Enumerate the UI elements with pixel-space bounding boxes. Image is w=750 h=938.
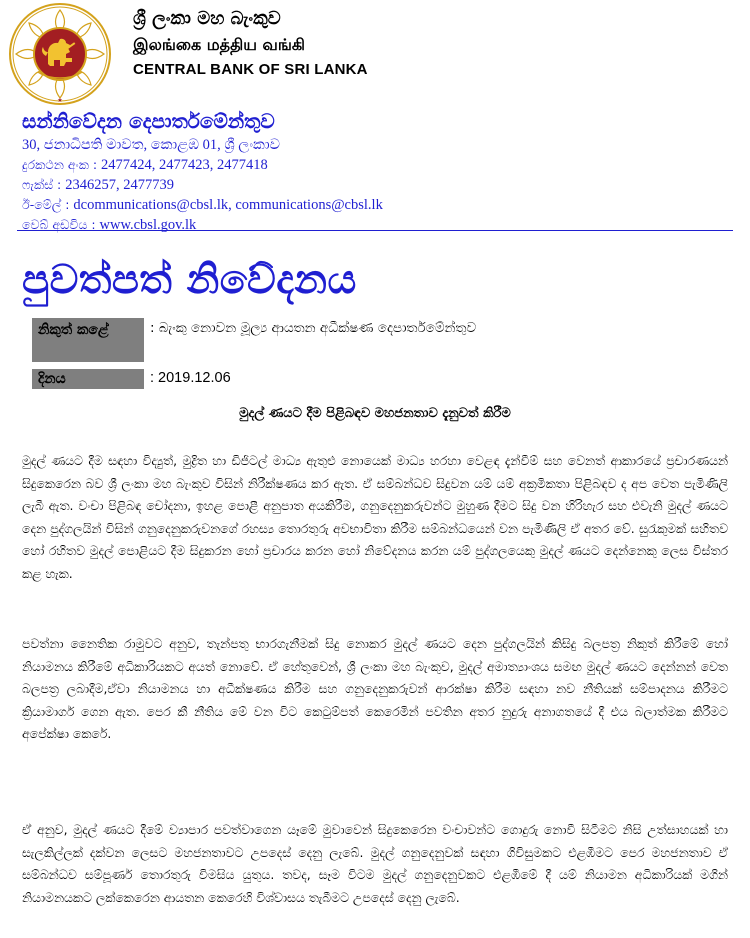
fax-numbers: 2346257, 2477739 xyxy=(65,177,174,193)
body-paragraph: මුදල් ණයට දීම සඳහා විද්‍යුත්, මුද්‍රිත හා ඩිජිටල් මාධ්‍ය ඇතුළු නොයෙක් මාධ්‍ය හරහා වෙළඳ දැන්වීම් සහ වෙනත් ආකාරයේ ප්‍රචාරණයන් සිදුකෙරෙන බව ශ්‍රී ලංකා මහ බැංකුව විසින් නිරීක්ෂණය කර ඇත. ඒ සම්බන්ධව සිදුවන යම් යම් අක්‍රමිකතා පිළිබඳව ද අප වෙත පැමිණිලි ලැබී ඇත. වංචා පිළිබඳ චෝදනා, ඉහළ පොළී අනුපාත අයකිරීම, ගනුදෙනුකරුවන්ට මුහුණ දීමට සිදු වන හිරිහැර සහ එවැනි මුදල් ණයට දෙන පුද්ගලයින් විසින් ගනුදෙනුකරුවනගේ රහස්‍ය තොරතුරු අවභාවිතා කිරීම සම්බන්ධයෙන් වන පැමිණිලි ඒ අතර වේ. සුරැකුමක් සහිතව හෝ රහිතව මුදල් පොළියට දීම සිදුකරන හෝ ප්‍රචාරය කරන හෝ නිවේදනය කරන යම් පුද්ගලයෙකු මුදල් ණයට දෙන්නෙකු ලෙස විස්තර කළ හැක. xyxy=(22,453,728,581)
release-headline: මුදල් ණයට දීම පිළිබඳව මහජනතාව දැනුවත් කිරීම xyxy=(239,406,511,421)
press-release-title: පුවත්පත් නිවේදනය xyxy=(22,257,357,303)
website-link[interactable]: www.cbsl.gov.lk xyxy=(99,217,197,233)
fax-line xyxy=(22,175,383,195)
fax-label: ෆැක්ස් : xyxy=(22,177,66,192)
email-line xyxy=(22,195,383,215)
bank-name-block xyxy=(133,6,368,82)
department-block xyxy=(22,106,383,235)
department-title: සන්නිවේදන දෙපාර්තමේන්තුව xyxy=(22,109,275,133)
bank-name-sinhala: ශ්‍රී ලංකා මහ බැංකුව xyxy=(133,8,281,29)
svg-text:★: ★ xyxy=(57,97,63,104)
bank-name-tamil: இலங்கை மத்திய வங்கி xyxy=(133,35,305,54)
issued-by-value: : බැංකු නොවන මූල්‍ය ආයතන අධීක්ෂණ දෙපාර්තමේන්තුව xyxy=(150,320,477,336)
email-addresses[interactable]: dcommunications@cbsl.lk, communications@cbsl.lk xyxy=(73,197,383,213)
header-divider xyxy=(17,230,733,231)
central-bank-emblem-lion-icon xyxy=(8,2,112,106)
date-label: දිනය xyxy=(32,369,144,389)
email-label: ඊ-මේල් : xyxy=(22,197,74,212)
department-address: 30, ජනාධිපති මාවත, කොළඹ 01, ශ්‍රී ලංකාව xyxy=(22,137,281,153)
website-line xyxy=(22,215,383,235)
date-value: : 2019.12.06 xyxy=(150,370,231,386)
issued-by-label: නිකුත් කළේ xyxy=(32,318,144,362)
website-label: වෙබ් අඩවිය : xyxy=(22,217,100,232)
phone-label: දුරකථන අංක : xyxy=(22,157,102,172)
body-paragraph: ඒ අනුව, මුදල් ණයට දීමේ ව්‍යාපාර පවත්වාගෙන යෑමේ මුවාවෙන් සිදුකෙරෙන වංචාවන්ට ගොදුරු නොවී සිටීමට නිසි උත්සාහයක් හා සැලකිල්ලක් දක්වන ලෙසට මහජනතාවට උපදෙස් දෙනු ලැබේ. මුදල් ගනුදෙනුවක් සඳහා ගිවිසුමකට එළඹීමට පෙර මහජනතාව ඒ සම්බන්ධව සම්පූර්ණ තොරතුරු විමසිය යුතුය. තවද, සෑම විටම මුදල් ගනුදෙනුවකට එළඹීමේ දී යම් නියාමන අධිකාරියක් මගින් නියාමනයකට ලක්කෙරෙන ආයතන කෙරෙහි විශ්වාසය තැබීමට උපදෙස් දෙනු ලැබේ. xyxy=(22,822,728,905)
phone-line xyxy=(22,155,383,175)
bank-name-english: CENTRAL BANK OF SRI LANKA xyxy=(133,61,368,78)
phone-numbers: 2477424, 2477423, 2477418 xyxy=(101,157,268,173)
body-paragraph: පවත්නා නෛතික රාමුවට අනුව, තැන්පතු භාරගැනීමක් සිදු නොකර මුදල් ණයට දෙන පුද්ගලයින් කිසිදු බලපත්‍ර නිකුත් කිරීමේ හෝ නියාමනය කිරීමේ අධිකාරියකට අයත් නොවේ. ඒ හේතුවෙන්, ශ්‍රී ලංකා මහ බැංකුව, මුදල් අමාත්‍යාංශය සමඟ මුදල් ණයට දෙන්නන් වෙත බලපත්‍ර ලබාදීම,ඒවා නියාමනය හා අධීක්ෂණය කිරීම සහ ගනුදෙනුකරුවන් ආරක්ෂා කිරීම සඳහා නව නීතියක් සම්පාදනය කිරීමට ක්‍රියාමාර්ග ගෙන ඇත. පෙර කී නීතිය මේ වන විට කෙටුම්පත් කෙරෙමින් පවතින අතර නුදුරු අනාගතයේ දී එය බලාත්මක කිරීමට අපේක්ෂා කෙරේ. xyxy=(22,636,728,742)
